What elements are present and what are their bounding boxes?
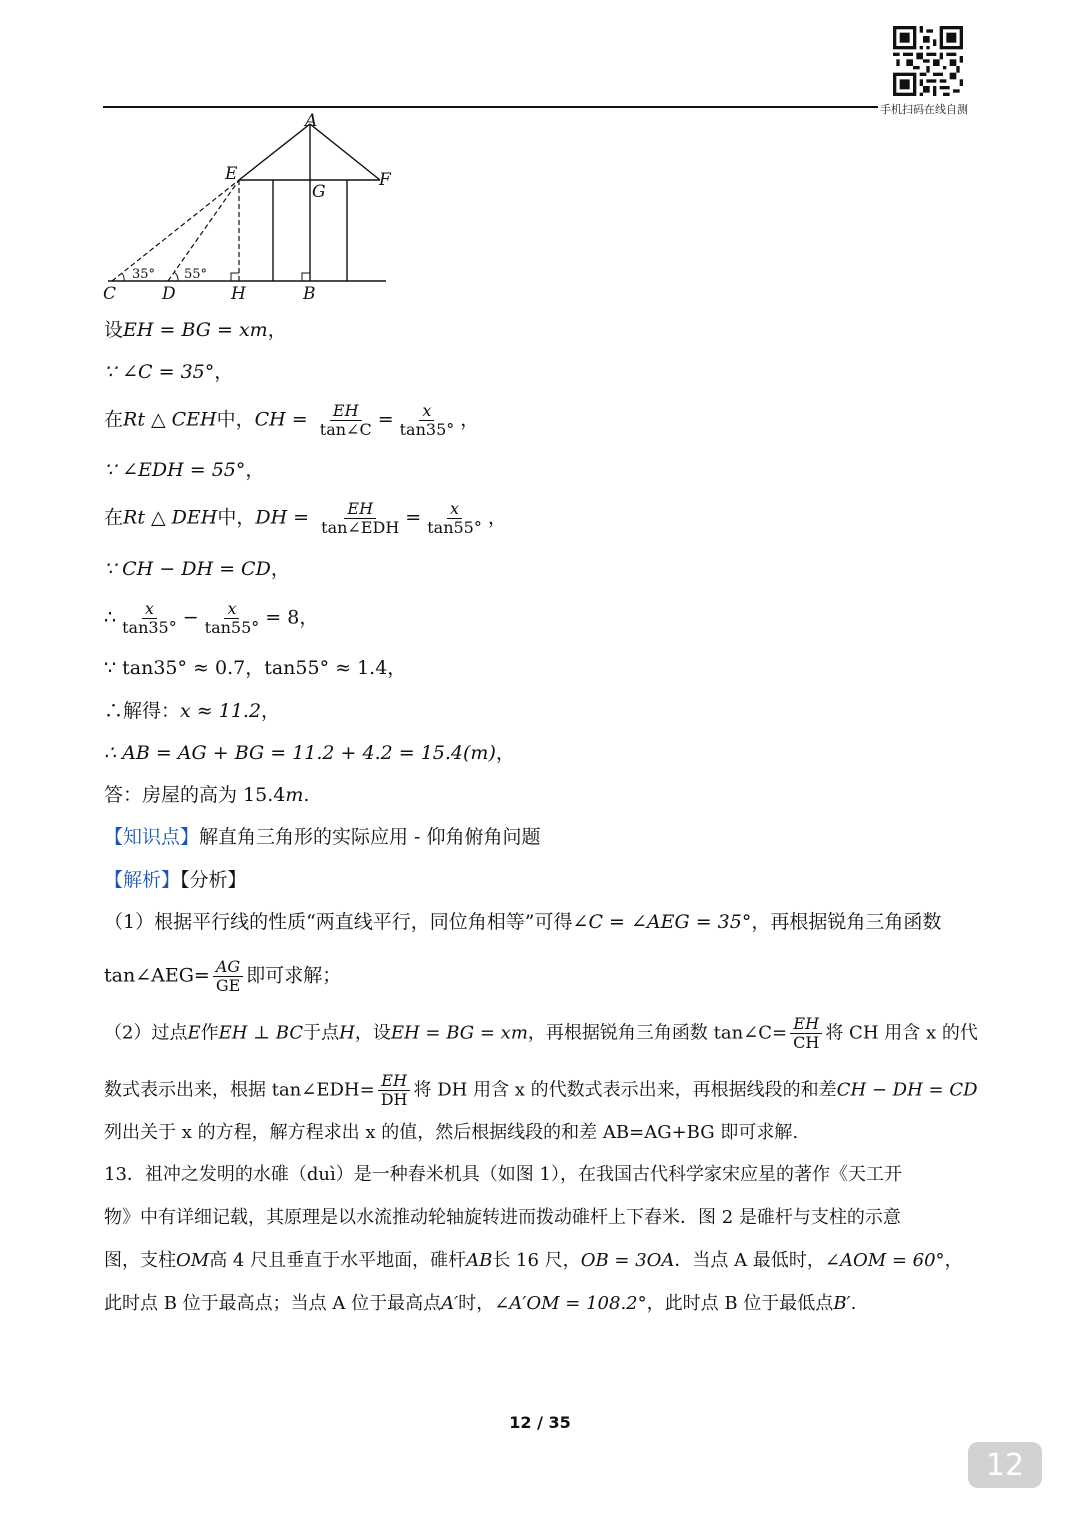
header-rule [103,106,878,108]
analysis-tag: 【解析】 [104,869,181,891]
label-e: E [225,164,238,184]
right-angle-h [231,273,239,281]
analysis-para-4: 列出关于 x 的方程，解方程求出 x 的值，然后根据线段的和差 AB=AG+BG 即可求解. [104,1122,799,1143]
solution-line-10: ∴ AB = AG + BG = 11.2 + 4.2 = 15.4(m)， [104,742,515,764]
analysis-para-1b: tan∠AEG= $\frac{AG}{GE}$ 即可求解； [104,957,342,995]
analysis-heading: 【解析】【分析】 [104,869,247,891]
solution-line-5: 在Rt △ DEH中，DH = $\frac{EH}{\text{tan∠EDH}}$ = $\frac{x}{\tan 55^\circ}$ ， [104,499,507,537]
label-a: A [305,112,318,131]
fraction: $\frac{x}{\tan 55^\circ}$ [427,499,482,537]
qr-caption: 手机扫码在线自测 [880,103,968,116]
geometry-figure [100,112,400,307]
fraction: $\frac{AG}{GE}$ [213,958,243,995]
angle-arc-c [122,273,124,281]
roof-left [239,124,310,180]
problem-13-line-3: 图，支柱OM高 4 尺且垂直于水平地面，碓杆AB长 16 尺，OB = 3OA．当点 A 最低时，∠AOM = 60°， [104,1250,963,1271]
fraction: $\frac{x}{\tan 35^\circ}$ [122,599,177,637]
solution-line-7: ∴ $\frac{x}{\tan 35^\circ}$ − $\frac{x}{\tan 55^\circ}$ = 8， [104,599,319,637]
fraction: $\frac{x}{\tan 55^\circ}$ [204,599,260,637]
fraction: $\frac{EH}{\tan\angle C}$ [319,401,372,439]
answer-line: 答：房屋的高为 15.4m. [104,784,310,806]
analysis-para-3: 数式表示出来，根据 tan∠EDH= $\frac{EH}{DH}$ 将 DH 用含 x 的代数式表示出来，再根据线段的和差CH − DH = CD [104,1071,978,1109]
label-b: B [303,284,316,304]
solution-line-9: ∴解得：x ≈ 11.2， [104,700,281,722]
right-angle-b [302,273,310,281]
label-h: H [231,284,246,304]
page-badge[interactable]: 12 [968,1442,1042,1488]
analysis-para-1: （1）根据平行线的性质“两直线平行，同位角相等”可得∠C = ∠AEG = 35°，再根据锐角三角函数 [104,911,942,933]
analysis-para-2: （2）过点E作EH ⊥ BC于点H，设EH = BG = xm，再根据锐角三角函数 tan∠C= $\frac{EH}{CH}$ 将 CH 用含 x 的代 [104,1014,978,1052]
solution-line-6: ∵ CH − DH = CD， [104,558,290,580]
fraction: $\frac{EH}{\text{tan∠EDH}}$ [321,499,400,537]
solution-line-3: 在Rt △ CEH中，CH = $\frac{EH}{\tan\angle C}$ = $\frac{x}{\tan 35^\circ}$ ， [104,401,480,439]
knowledge-tag: 【知识点】 [104,826,200,848]
label-c: C [103,284,117,304]
angle-arc-d [174,272,178,281]
angle-label-55: 55° [184,267,208,282]
label-d: D [162,284,176,304]
page-number: 12 / 35 [509,1413,571,1432]
problem-13-line-4: 此时点 B 位于最高点；当点 A 位于最高点A′时，∠A′OM = 108.2°，此时点 B 位于最低点B′. [104,1293,857,1314]
solution-line-8: ∵ tan35° ≈ 0.7，tan55° ≈ 1.4， [104,657,407,679]
qr-code [893,26,963,96]
problem-13-line-1: 13．祖冲之发明的水碓（duì）是一种舂米机具（如图 1），在我国古代科学家宋应星的著作《天工开 [104,1164,902,1185]
fraction: $\frac{EH}{DH}$ [378,1072,411,1109]
angle-label-35: 35° [132,267,156,282]
sight-line-de [168,180,239,281]
label-g: G [312,182,326,202]
solution-line-1: 设EH = BG = xm， [104,319,287,341]
fraction: $\frac{x}{\tan 35^\circ}$ [399,401,455,439]
knowledge-point: 【知识点】解直角三角形的实际应用 - 仰角俯角问题 [104,826,541,848]
sight-line-ce [112,180,239,281]
roof-right [310,124,380,180]
solution-line-2: ∵ ∠C = 35°， [104,361,234,383]
fraction: $\frac{EH}{CH}$ [790,1015,822,1052]
problem-13-line-2: 物》中有详细记载，其原理是以水流推动轮轴旋转进而拨动碓杆上下舂米．图 2 是碓杆与支柱的示意 [104,1207,901,1228]
label-f: F [379,170,391,190]
solution-line-4: ∵ ∠EDH = 55°， [104,459,265,481]
